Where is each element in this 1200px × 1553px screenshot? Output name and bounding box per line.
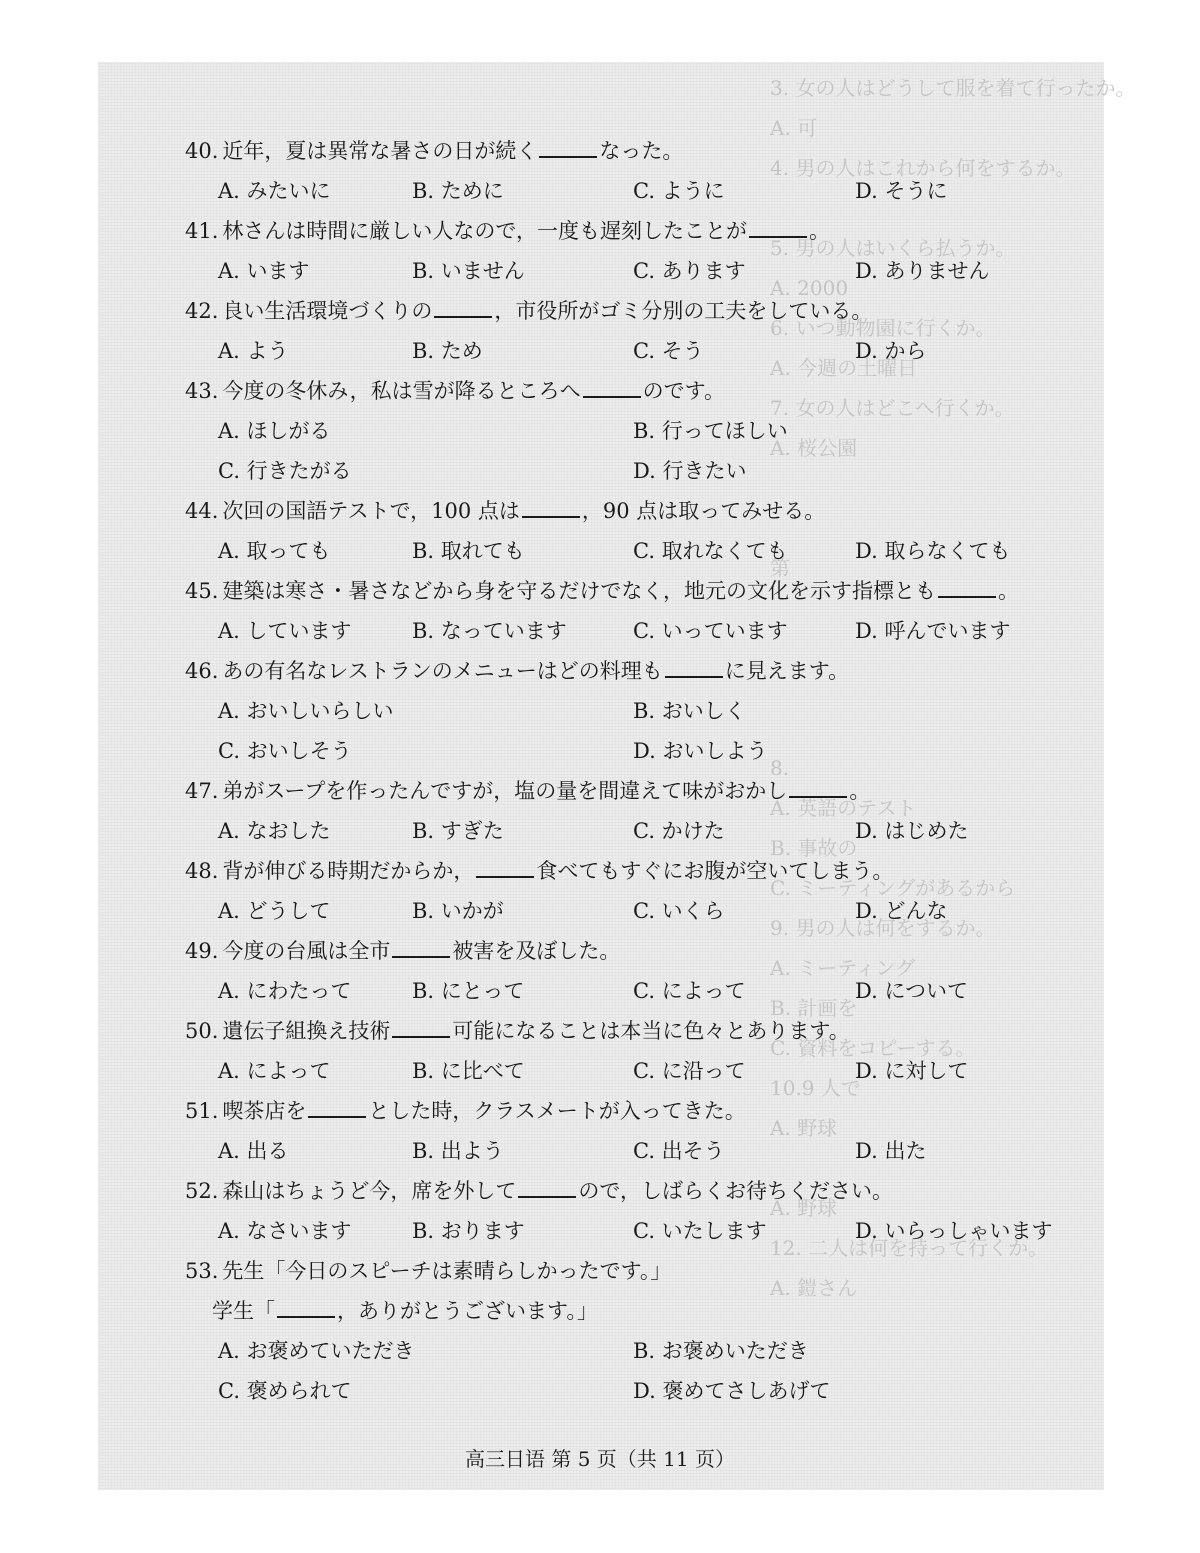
- option-a: A. どうして: [218, 899, 331, 923]
- option-a: A. にわたって: [218, 979, 352, 1003]
- option-b: B. おります: [412, 1219, 525, 1243]
- question-text-after: ，市役所がゴミ分別の工夫をしている。: [494, 299, 873, 323]
- answer-blank: [539, 136, 597, 158]
- question-text-after: なった。: [599, 139, 684, 163]
- question-number: 46.: [185, 659, 219, 683]
- option-a: A. によって: [218, 1059, 331, 1083]
- answer-blank: [308, 1096, 366, 1118]
- option-d: D. どんな: [855, 899, 948, 923]
- question-text-before: 喫茶店を: [222, 1099, 307, 1123]
- question-number: 50.: [185, 1019, 219, 1043]
- question-text-before: 森山はちょうど今，席を外して: [222, 1179, 517, 1203]
- option-a: A. みたいに: [218, 179, 331, 203]
- option-c: C. いくら: [633, 899, 725, 923]
- question-text-after: 。: [849, 779, 871, 803]
- option-d: D. 褒めてさしあげて: [633, 1379, 831, 1403]
- answer-blank: [392, 936, 450, 958]
- answer-blank: [749, 216, 807, 238]
- question-number: 41.: [185, 219, 219, 243]
- question-42: [185, 295, 872, 325]
- option-c: C. そう: [633, 339, 704, 363]
- answer-blank: [518, 1176, 576, 1198]
- option-a: A. います: [218, 259, 310, 283]
- question-text-after: 被害を及ぼした。: [452, 939, 621, 963]
- question-number: 40.: [185, 139, 219, 163]
- option-d: D. 取らなくても: [855, 539, 1011, 563]
- question-number: 51.: [185, 1099, 219, 1123]
- question-40: [185, 135, 683, 165]
- option-c: C. かけた: [633, 819, 725, 843]
- option-d: D. そうに: [855, 179, 948, 203]
- question-41: [185, 215, 830, 245]
- answer-blank: [277, 1296, 335, 1318]
- question-50: [185, 1015, 850, 1045]
- option-b: B. 出よう: [412, 1139, 504, 1163]
- option-a: A. おいしいらしい: [218, 699, 394, 723]
- answer-blank: [665, 656, 723, 678]
- answer-blank: [789, 776, 847, 798]
- option-b: B. ために: [412, 179, 504, 203]
- option-a: A. なおした: [218, 819, 331, 843]
- question-text-before: 学生「: [212, 1299, 275, 1323]
- option-c: C. あります: [633, 259, 746, 283]
- question-number: 47.: [185, 779, 219, 803]
- answer-blank: [583, 376, 641, 398]
- option-c: C. 出そう: [633, 1139, 725, 1163]
- option-a: A. 取っても: [218, 539, 331, 563]
- question-number: 42.: [185, 299, 219, 323]
- question-46: [185, 655, 849, 685]
- question-text-before: 良い生活環境づくりの: [222, 299, 433, 323]
- option-a: A. 出る: [218, 1139, 289, 1163]
- option-c: C. によって: [633, 979, 746, 1003]
- question-text-before: 近年，夏は異常な暑さの日が続く: [222, 139, 538, 163]
- question-number: 45.: [185, 579, 219, 603]
- question-text-after: ，ありがとうございます。」: [337, 1299, 598, 1323]
- option-d: D. から: [855, 339, 927, 363]
- option-d: D. はじめた: [855, 819, 969, 843]
- question-text-before: 弟がスープを作ったんですが，塩の量を間違えて味がおかし: [222, 779, 788, 803]
- question-number: 52.: [185, 1179, 219, 1203]
- question-text-after: 。: [997, 579, 1019, 603]
- option-c: C. おいしそう: [218, 739, 352, 763]
- option-c: C. いたします: [633, 1219, 767, 1243]
- option-c: C. ように: [633, 179, 725, 203]
- question-text-after: 食べてもすぐにお腹が空いてしまう。: [536, 859, 894, 883]
- option-d: D. 出た: [855, 1139, 927, 1163]
- question-text-after: のです。: [642, 379, 725, 403]
- question-text-after: に見えます。: [724, 659, 850, 683]
- question-text-before: 林さんは時間に厳しい人なので，一度も遅刻したことが: [222, 219, 747, 243]
- question-51: [185, 1095, 746, 1125]
- question-text-before: 次回の国語テストで，100 点は: [222, 499, 520, 523]
- option-c: C. 取れなくても: [633, 539, 788, 563]
- question-text-before: あの有名なレストランのメニューはどの料理も: [222, 659, 663, 683]
- question-52: [185, 1175, 893, 1205]
- option-b: B. お褒めいただき: [633, 1339, 809, 1363]
- question-text-after: ，90 点は取ってみせる。: [581, 499, 826, 523]
- option-a: A. お褒めていただき: [218, 1339, 415, 1363]
- option-b: B. 取れても: [412, 539, 525, 563]
- option-a: A. よう: [218, 339, 289, 363]
- question-number: 53.: [185, 1259, 219, 1283]
- question-line-2: [212, 1295, 598, 1325]
- option-d: D. について: [855, 979, 969, 1003]
- option-c: C. に沿って: [633, 1059, 746, 1083]
- option-c: C. 行きたがる: [218, 459, 352, 483]
- option-d: D. 行きたい: [633, 459, 747, 483]
- question-text-before: 今度の台風は全市: [222, 939, 391, 963]
- question-45: [185, 575, 1019, 605]
- question-text-before: 先生「今日のスピーチは素晴らしかったです。」: [222, 1259, 672, 1283]
- option-d: D. ありません: [855, 259, 990, 283]
- question-text-before: 背が伸びる時期だからか，: [222, 859, 475, 883]
- question-number: 44.: [185, 499, 219, 523]
- question-text-after: ので，しばらくお待ちください。: [578, 1179, 893, 1203]
- answer-blank: [434, 296, 492, 318]
- question-number: 48.: [185, 859, 219, 883]
- question-text-after: とした時，クラスメートが入ってきた。: [368, 1099, 746, 1123]
- option-b: B. おいしく: [633, 699, 746, 723]
- answer-blank: [522, 496, 580, 518]
- page-footer: 高三日语 第 5 页（共 11 页）: [465, 1447, 735, 1471]
- question-49: [185, 935, 620, 965]
- question-text-before: 遺伝子組換え技術: [222, 1019, 391, 1043]
- option-b: B. に比べて: [412, 1059, 525, 1083]
- option-b: B. すぎた: [412, 819, 504, 843]
- option-d: D. おいしよう: [633, 739, 768, 763]
- answer-blank: [392, 1016, 450, 1038]
- answer-blank: [938, 576, 996, 598]
- option-c: C. 褒められて: [218, 1379, 352, 1403]
- option-b: B. ため: [412, 339, 483, 363]
- option-b: B. にとって: [412, 979, 525, 1003]
- option-d: D. いらっしゃいます: [855, 1219, 1053, 1243]
- question-number: 49.: [185, 939, 219, 963]
- question-47: [185, 775, 870, 805]
- option-d: D. 呼んでいます: [855, 619, 1011, 643]
- question-number: 43.: [185, 379, 219, 403]
- option-a: A. なさいます: [218, 1219, 352, 1243]
- bleed-through-text: 3. 女の人はどうして服を着て行ったか。 A. 可 4. 男の人はこれから何をするか。 5. 男の人はいくら払うか。 A. 2000 6. いつ動物園に行くか。 A. 今週の土曜日 7. 女の人はどこへ行くか。 A. 桜公園 第 8. A. 英語のテスト B. 事故の C. ミーティングがあるから 9. 男の人は何をするか。 A. ミーティング B. 計画を C. 資料をコピーする。 10.9 人で A. 野球 A. 野球 12. 二人は何を持って行くか。 A. 鎧さん: [770, 76, 1136, 1300]
- answer-blank: [476, 856, 534, 878]
- option-b: B. 行ってほしい: [633, 419, 788, 443]
- question-text-after: 。: [808, 219, 830, 243]
- option-a: A. しています: [218, 619, 352, 643]
- option-d: D. に対して: [855, 1059, 969, 1083]
- question-44: [185, 495, 825, 525]
- option-b: B. いかが: [412, 899, 504, 923]
- question-text-before: 建築は寒さ・暑さなどから身を守るだけでなく，地元の文化を示す指標とも: [222, 579, 936, 603]
- question-48: [185, 855, 893, 885]
- option-b: B. なっています: [412, 619, 567, 643]
- question-text-before: 今度の冬休み，私は雪が降るところへ: [222, 379, 581, 403]
- option-c: C. いっています: [633, 619, 788, 643]
- option-b: B. いません: [412, 259, 525, 283]
- option-a: A. ほしがる: [218, 419, 331, 443]
- question-53: [185, 1255, 671, 1285]
- question-text-after: 可能になることは本当に色々とあります。: [452, 1019, 850, 1043]
- question-43: [185, 375, 725, 405]
